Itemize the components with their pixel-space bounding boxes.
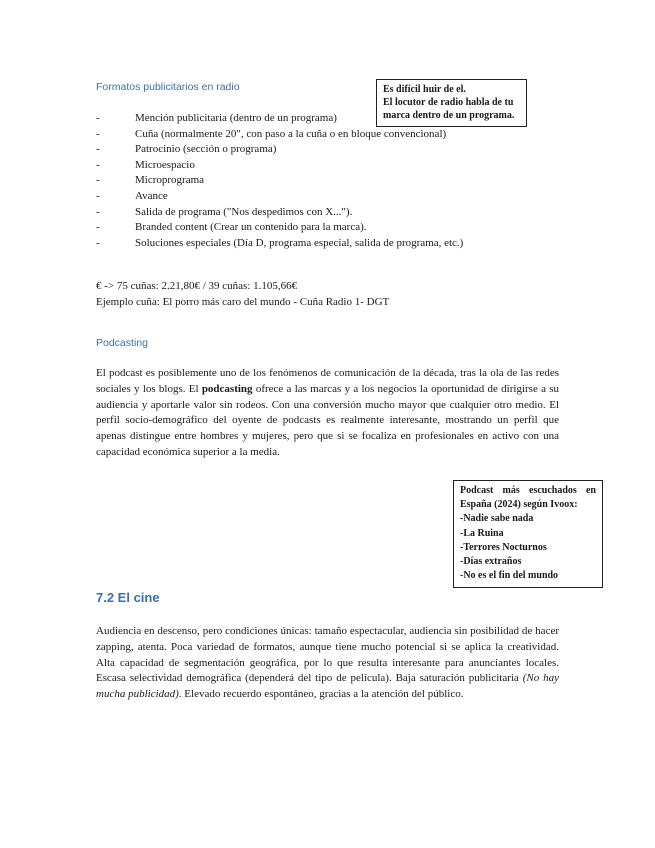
cine-paragraph: Audiencia en descenso, pero condiciones únicas: tamaño espectacular, audiencia sin posibilidad de hacer zapping, atenta. Poca variedad de formatos, aunque tiene mucho potencial si se aplica la creatividad. Alta capacidad de segmentación geográfica, por lo que resulta interesante para anunciantes locales. Escasa selectividad demográfica (dependerá del tipo de película). Baja saturación publicitaria (No hay mucha publicidad). Elevado recuerdo espontáneo, gracias a la atención del público. (96, 625, 559, 701)
example-line: Ejemplo cuña: El porro más caro del mundo - Cuña Radio 1- DGT (96, 296, 390, 308)
list-item: - Avance (96, 189, 168, 202)
list-item: - Patrocinio (sección o programa) (96, 143, 277, 156)
podcasting-term: podcasting (201, 382, 253, 395)
podcast-ranking-box (453, 480, 603, 588)
box-title: Podcast más escuchados en España (2024) según Ivoox: (460, 485, 596, 511)
list-item: - Soluciones especiales (Día D, programa especial, salida de programa, etc.) (96, 236, 464, 249)
podcast-heading: Podcasting (96, 337, 148, 349)
list-item: - Branded content (Crear un contenido para la marca). (96, 221, 367, 234)
list-item: -No es el fin del mundo (460, 570, 559, 582)
list-item: -Nadie sabe nada (460, 513, 534, 525)
list-item: - Microespacio (96, 158, 195, 171)
list-item: - Salida de programa ("Nos despedimos con X..."). (96, 205, 353, 218)
note-line: El locutor de radio habla de tu (383, 97, 514, 108)
price-line: € -> 75 cuñas: 2.21,80€ / 39 cuñas: 1.105,66€ (96, 280, 298, 292)
list-item: - Mención publicitaria (dentro de un programa) (96, 112, 337, 124)
radio-note-box (376, 79, 527, 127)
list-item: -Terrores Nocturnos (460, 541, 547, 553)
italic-note: (No hay mucha publicidad) (96, 672, 559, 701)
radio-formats-list (96, 111, 536, 251)
list-item: -Días extraños (460, 556, 522, 568)
cine-heading: 7.2 El cine (96, 590, 160, 605)
note-line: marca dentro de un programa. (383, 110, 515, 121)
list-item: - Cuña (normalmente 20", con paso a la cuña o en bloque convencional) (96, 127, 447, 140)
radio-heading: Formatos publicitarios en radio (96, 81, 240, 93)
list-item: -La Ruina (460, 527, 504, 539)
note-line: Es difícil huir de el. (383, 84, 466, 95)
list-item: - Microprograma (96, 174, 205, 187)
podcast-paragraph: El podcast es posiblemente uno de los fenómenos de comunicación de la década, tras la ola de las redes sociales y los blogs. El podcasting ofrece a las marcas y a los negocios la oportunidad de dirigirse a su audiencia y aportarle valor sin rodeos. Con una conversión mucho mayor que cualquier otro medio. El perfil socio-demográfico del oyente de podcasts es realmente interesante, mostrando un perfil que apenas distingue entre hombres y mujeres, pero que si se focaliza en profesionales en activo con una capacidad económica superior a la media. (96, 367, 559, 458)
